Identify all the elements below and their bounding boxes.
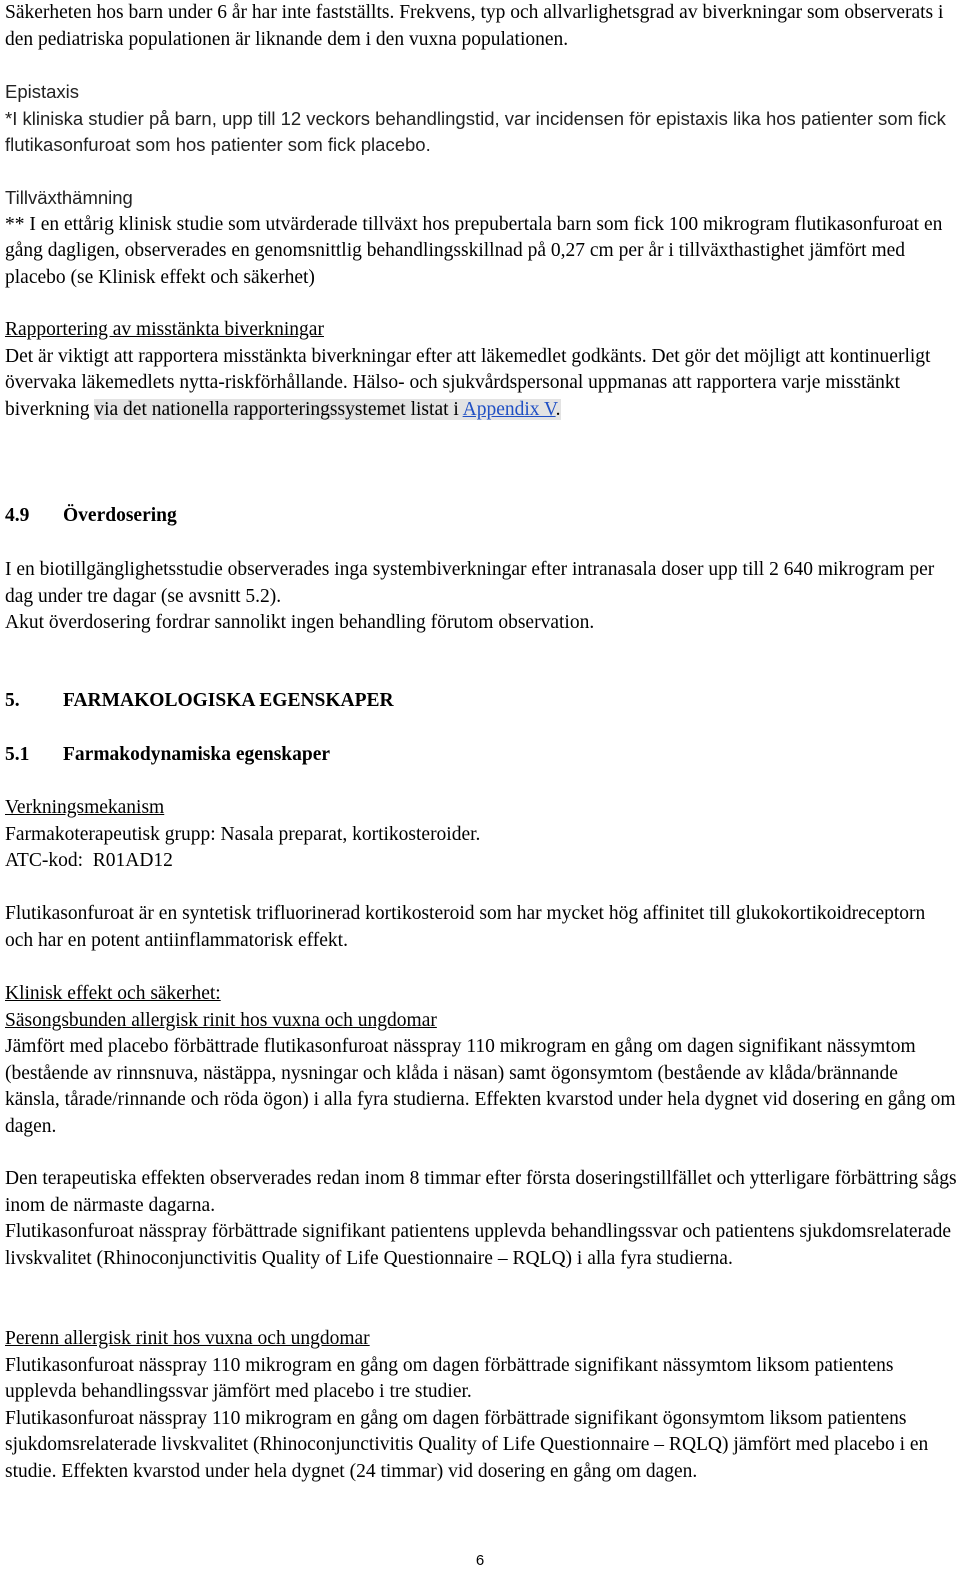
reporting-text: Det är viktigt att rapportera misstänkta biverkningar efter att läkemedlet godkänts. Det gör det möjligt att kontinuerligt övervaka läkemedlets nytta-riskförhållande. Hälso- och sjukvårdspersonal uppmanas att rapportera varje misstänkt biverkning — [5, 345, 931, 420]
section-4-9-heading — [5, 503, 957, 530]
reporting-paragraph — [5, 344, 957, 424]
epistaxis-title: Epistaxis — [5, 81, 80, 102]
qol-text: Flutikasonfuroat nässpray förbättrade signifikant patientens upplevda behandlingssvar och patientens sjukdomsrelaterade livskvalitet (Rhinoconjunctivitis Quality of Life Questionnaire – RQLQ) i alla fyra studierna. — [5, 1221, 952, 1269]
section-5-1-title: Farmakodynamiska egenskaper — [63, 744, 331, 765]
reporting-highlight-text: via det nationella rapporteringssystemet listat i — [94, 398, 459, 420]
epistaxis-text: *I kliniska studier på barn, upp till 12 veckors behandlingstid, var incidensen för epistaxis lika hos patienter som fick flutikasonfuroat som hos patienter som fick placebo. — [5, 107, 946, 155]
overdose-section — [5, 557, 957, 637]
perennial-text-2: Flutikasonfuroat nässpray 110 mikrogram en gång om dagen förbättrade signifikant ögonsymtom liksom patientens sjukdomsrelaterade livskvalitet (Rhinoconjunctivitis Quality of Life Questionnaire – RQLQ) jämfört med placebo i en studie. Effekten kvarstod under hela dygnet (24 timmar) vid dosering en gång om dagen. — [5, 1407, 929, 1482]
mechanism-title: Verkningsmekanism — [5, 797, 165, 818]
reporting-title: Rapportering av misstänkta biverkningar — [5, 319, 324, 340]
mechanism-section — [5, 795, 957, 875]
atc-code: ATC-kod: R01AD12 — [5, 850, 173, 871]
reporting-highlight — [94, 399, 560, 420]
pharmacotherapeutic-group: Farmakoterapeutisk grupp: Nasala preparat, kortikosteroider. — [5, 823, 481, 845]
seasonal-text: Jämfört med placebo förbättrade flutikasonfuroat nässpray 110 mikrogram en gång om dagen signifikant nässymtom (bestående av rinnsnuva, nästäppa, nysningar och klåda i näsan) samt ögonsymtom (bestående av klåda/brännande känsla, tårade/rinnande och röda ögon) i alla fyra studierna. Effekten kvarstod under hela dygnet vid dosering en gång om dagen. — [5, 1036, 956, 1137]
section-5-heading — [5, 688, 957, 715]
section-5-title: FARMAKOLOGISKA EGENSKAPER — [63, 690, 394, 711]
section-4-9-title: Överdosering — [63, 505, 177, 526]
page-number: 6 — [475, 1552, 485, 1569]
section-5-1-number: 5.1 — [5, 744, 30, 765]
clinical-title: Klinisk effekt och säkerhet: — [5, 983, 221, 1004]
perennial-text-1: Flutikasonfuroat nässpray 110 mikrogram en gång om dagen förbättrade signifikant nässymtom liksom patientens upplevda behandlingssvar jämfört med placebo i tre studier. — [5, 1354, 894, 1402]
appendix-v-link[interactable]: Appendix V — [462, 398, 556, 420]
clinical-section — [5, 981, 957, 1140]
onset-text: Den terapeutiska effekten observerades redan inom 8 timmar efter första doseringstillfället och ytterligare förbättring sågs inom de närmaste dagarna. — [5, 1168, 957, 1216]
section-4-9-number: 4.9 — [5, 505, 30, 526]
reporting-end: . — [555, 398, 561, 420]
mechanism-description: Flutikasonfuroat är en syntetisk trifluorinerad kortikosteroid som har mycket hög affinitet till glukokortikoidreceptorn och har en potent antiinflammatorisk effekt. — [5, 903, 926, 951]
perennial-title: Perenn allergisk rinit hos vuxna och ungdomar — [5, 1328, 370, 1349]
section-5-1-heading — [5, 742, 957, 769]
growth-title: Tillväxthämning — [5, 187, 133, 208]
pediatric-safety-paragraph: Säkerheten hos barn under 6 år har inte fastställts. Frekvens, typ och allvarlighetsgrad av biverkningar som observerats i den pediatriska populationen är liknande dem i den vuxna populationen. — [5, 2, 944, 50]
section-5-number: 5. — [5, 690, 20, 711]
seasonal-title: Säsongsbunden allergisk rinit hos vuxna och ungdomar — [5, 1009, 437, 1031]
growth-section — [5, 185, 957, 291]
perennial-section — [5, 1326, 957, 1485]
reporting-section — [5, 317, 957, 423]
onset-section — [5, 1166, 957, 1272]
overdose-text-2: Akut överdosering fordrar sannolikt ingen behandling förutom observation. — [5, 612, 595, 633]
overdose-text-1: I en biotillgänglighetsstudie observerades inga systembiverkningar efter intranasala doser upp till 2 640 mikrogram per dag under tre dagar (se avsnitt 5.2). — [5, 559, 935, 607]
epistaxis-section — [5, 79, 957, 159]
growth-text: ** I en ettårig klinisk studie som utvärderade tillväxt hos prepubertala barn som fick 100 mikrogram flutikasonfuroat en gång dagligen, observerades en genomsnittlig behandlingsskillnad på 0,27 cm per år i tillväxthastighet jämfört med placebo (se Klinisk effekt och säkerhet) — [5, 213, 943, 288]
